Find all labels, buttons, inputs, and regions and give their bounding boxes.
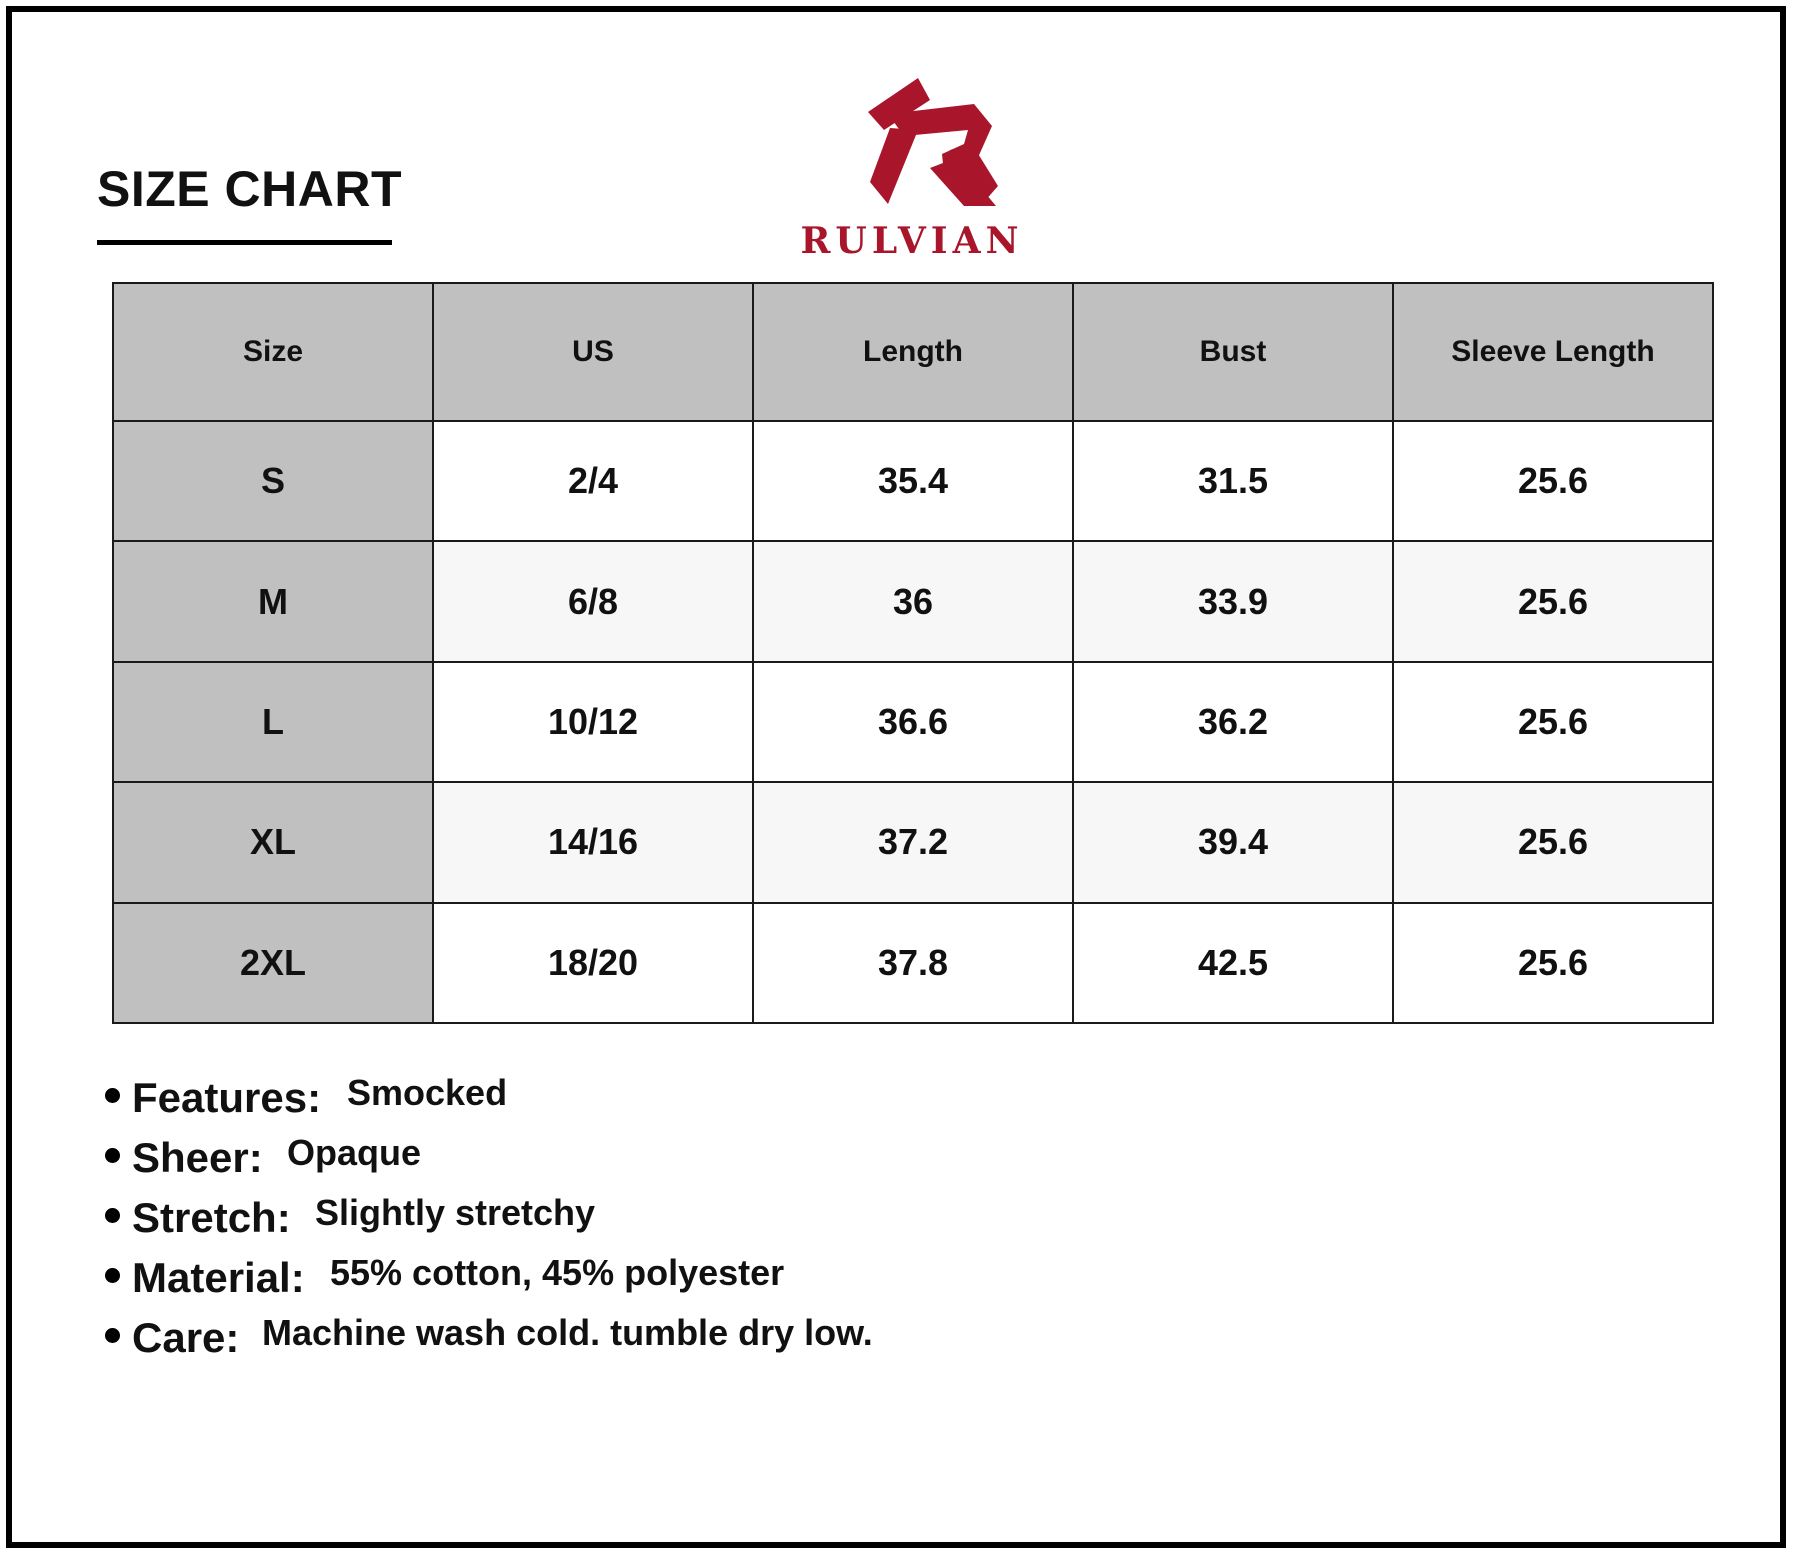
cell-length: 37.2 [753, 782, 1073, 902]
cell-us: 10/12 [433, 662, 753, 782]
table-header-row [113, 283, 1713, 421]
bullet-icon [105, 1088, 120, 1103]
spec-value: 55% cotton, 45% polyester [330, 1252, 785, 1293]
cell-us: 6/8 [433, 541, 753, 661]
table-row [113, 421, 1713, 541]
size-table [112, 282, 1714, 1024]
cell-sleeve-length: 25.6 [1393, 903, 1713, 1023]
cell-bust: 39.4 [1073, 782, 1393, 902]
table-row [113, 541, 1713, 661]
cell-sleeve-length: 25.6 [1393, 541, 1713, 661]
cell-length: 36 [753, 541, 1073, 661]
cell-size: 2XL [113, 903, 433, 1023]
spec-label: Features: [132, 1074, 322, 1121]
cell-bust: 33.9 [1073, 541, 1393, 661]
cell-sleeve-length: 25.6 [1393, 662, 1713, 782]
spec-value: Slightly stretchy [315, 1192, 596, 1233]
spec-label: Material: [132, 1254, 305, 1301]
bullet-icon [105, 1208, 120, 1223]
brand-r-mark-icon [792, 74, 1032, 224]
cell-bust: 42.5 [1073, 903, 1393, 1023]
header-sleeve-length: Sleeve Length [1393, 283, 1713, 421]
header-length: Length [753, 283, 1073, 421]
table-row [113, 782, 1713, 902]
spec-label: Sheer: [132, 1134, 263, 1181]
brand-wordmark: RULVIAN [800, 220, 1024, 262]
cell-length: 37.8 [753, 903, 1073, 1023]
cell-size: XL [113, 782, 433, 902]
cell-size: M [113, 541, 433, 661]
cell-size: S [113, 421, 433, 541]
spec-value: Machine wash cold. tumble dry low. [262, 1312, 873, 1353]
bullet-icon [105, 1148, 120, 1163]
cell-us: 2/4 [433, 421, 753, 541]
cell-sleeve-length: 25.6 [1393, 421, 1713, 541]
header-us: US [433, 283, 753, 421]
spec-label: Care: [132, 1314, 240, 1361]
page-title: SIZE CHART [97, 161, 402, 217]
title-underline [97, 240, 392, 245]
spec-label: Stretch: [132, 1194, 291, 1241]
header-size: Size [113, 283, 433, 421]
cell-bust: 31.5 [1073, 421, 1393, 541]
table-row [113, 903, 1713, 1023]
bullet-icon [105, 1268, 120, 1283]
spec-value: Smocked [347, 1072, 508, 1113]
cell-sleeve-length: 25.6 [1393, 782, 1713, 902]
cell-length: 36.6 [753, 662, 1073, 782]
header-bust: Bust [1073, 283, 1393, 421]
page-frame [6, 6, 1786, 1548]
cell-length: 35.4 [753, 421, 1073, 541]
cell-us: 18/20 [433, 903, 753, 1023]
spec-value: Opaque [287, 1132, 422, 1173]
cell-us: 14/16 [433, 782, 753, 902]
bullet-icon [105, 1328, 120, 1343]
cell-bust: 36.2 [1073, 662, 1393, 782]
brand-logo [792, 74, 1032, 264]
table-row [113, 662, 1713, 782]
cell-size: L [113, 662, 433, 782]
